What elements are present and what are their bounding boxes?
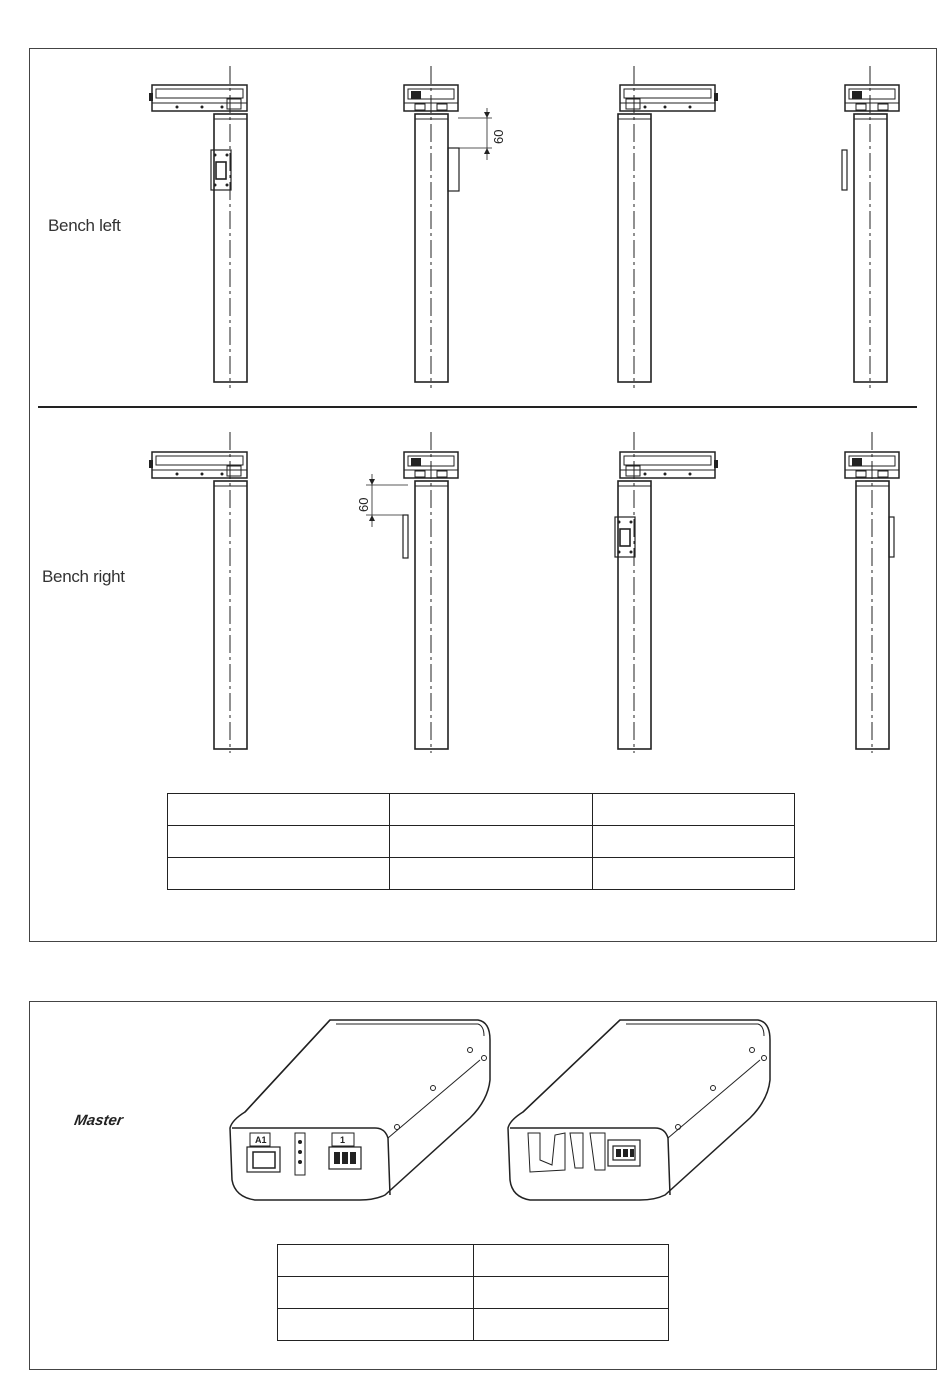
table-cell <box>474 1309 669 1341</box>
table-cell <box>168 858 390 890</box>
bench-left-view-2 <box>404 66 506 388</box>
port-label-1: 1 <box>340 1135 346 1145</box>
table-cell <box>390 858 593 890</box>
table-cell <box>390 794 593 826</box>
table-cell <box>593 826 795 858</box>
bench-right-view-2 <box>356 432 458 753</box>
table-cell <box>593 858 795 890</box>
bench-right-view-1 <box>149 432 247 753</box>
table-cell <box>593 794 795 826</box>
control-box-spec-table <box>277 1244 669 1341</box>
bench-left-label: Bench left <box>48 216 121 235</box>
bench-spec-table <box>167 793 795 890</box>
table-row <box>278 1245 669 1277</box>
table-row <box>168 794 795 826</box>
bench-right-label: Bench right <box>42 567 125 586</box>
table-cell <box>278 1245 474 1277</box>
table-row <box>168 858 795 890</box>
table-cell <box>168 826 390 858</box>
dimension-60-top: 60 <box>491 129 506 144</box>
bench-right-view-4 <box>845 432 899 753</box>
table-row <box>168 826 795 858</box>
dimension-60-bottom: 60 <box>356 497 371 512</box>
bench-left-view-3 <box>618 66 718 388</box>
bench-left-view-1 <box>149 66 247 388</box>
table-cell <box>278 1277 474 1309</box>
control-box-back <box>508 1020 770 1200</box>
port-label-a1: A1 <box>255 1135 267 1145</box>
master-brand-text: Master <box>72 1112 125 1129</box>
bench-left-view-4 <box>842 66 899 388</box>
control-box-front <box>73 1020 490 1200</box>
table-row <box>278 1277 669 1309</box>
table-cell <box>390 826 593 858</box>
bench-right-view-3 <box>615 432 718 753</box>
table-cell <box>278 1309 474 1341</box>
table-cell <box>168 794 390 826</box>
table-row <box>278 1309 669 1341</box>
table-cell <box>474 1245 669 1277</box>
table-cell <box>474 1277 669 1309</box>
